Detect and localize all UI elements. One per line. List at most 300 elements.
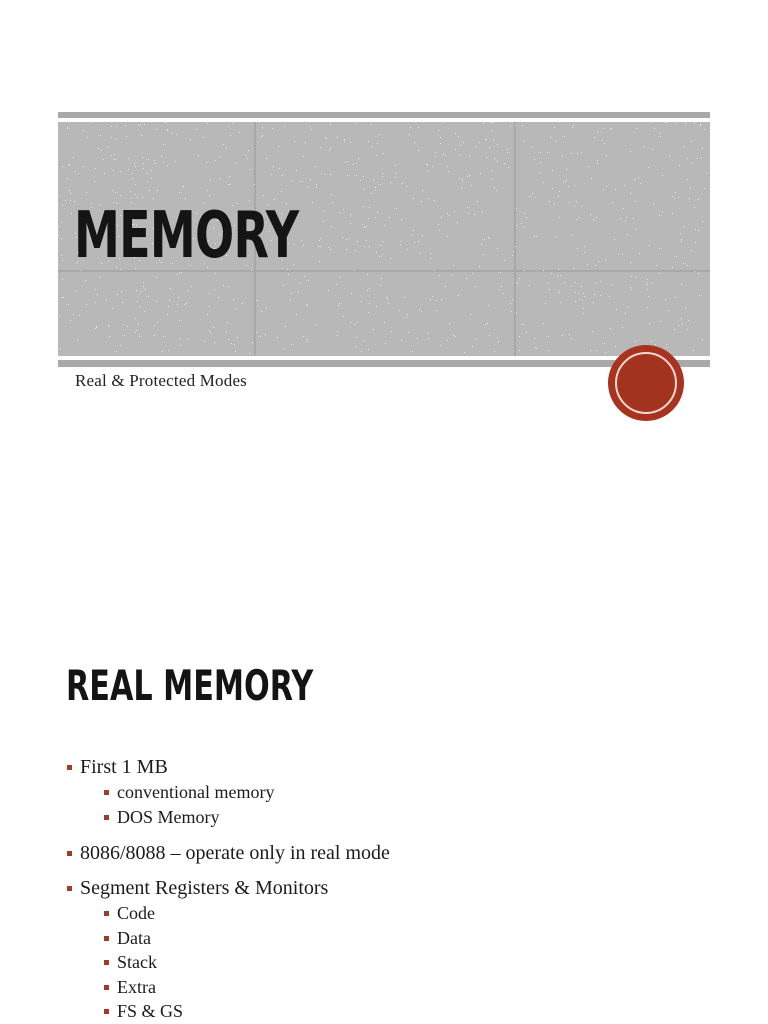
banner-speck	[635, 201, 636, 202]
banner-speck	[354, 324, 355, 325]
banner-speck	[554, 127, 555, 128]
banner-speck	[186, 303, 187, 304]
banner-speck	[176, 134, 177, 135]
banner-speck	[228, 126, 229, 127]
banner-speck	[59, 315, 60, 316]
sub-bullet-item	[80, 999, 707, 1024]
banner-speck	[640, 183, 641, 184]
banner-speck	[157, 277, 158, 278]
banner-speck	[113, 170, 114, 171]
banner-speck	[678, 197, 679, 198]
banner-speck	[604, 343, 605, 344]
banner-speck	[660, 136, 661, 137]
banner-speck	[67, 128, 68, 129]
banner-speck	[558, 290, 559, 291]
banner-speck	[634, 341, 635, 342]
banner-speck	[646, 282, 647, 283]
banner-speck	[458, 295, 459, 296]
banner-speck	[311, 129, 312, 130]
banner-speck	[104, 173, 105, 174]
banner-speck	[282, 285, 283, 286]
banner-speck	[361, 301, 362, 302]
banner-speck	[441, 217, 442, 218]
banner-speck	[373, 180, 374, 181]
banner-speck	[477, 201, 478, 202]
banner-speck	[146, 173, 147, 174]
banner-speck	[666, 122, 667, 123]
banner-speck	[196, 129, 197, 130]
banner-speck	[441, 299, 442, 300]
banner-speck	[636, 128, 637, 129]
banner-speck	[631, 289, 632, 290]
banner-speck	[256, 300, 257, 301]
banner-speck	[560, 275, 561, 276]
banner-speck	[95, 289, 96, 290]
banner-speck	[209, 306, 210, 307]
banner-speck	[460, 155, 461, 156]
banner-speck	[414, 142, 415, 143]
banner-speck	[191, 286, 192, 287]
banner-speck	[548, 336, 549, 337]
sub-bullet-item	[80, 950, 707, 975]
banner-speck	[422, 190, 423, 191]
banner-speck	[675, 297, 676, 298]
banner-speck	[626, 217, 627, 218]
banner-speck	[469, 175, 470, 176]
banner-speck	[623, 208, 624, 209]
banner-speck	[112, 308, 113, 309]
banner-speck	[569, 334, 570, 335]
square-bullet-icon	[104, 985, 109, 990]
banner-speck	[682, 324, 683, 325]
square-bullet-icon	[104, 936, 109, 941]
banner-speck	[702, 339, 703, 340]
banner-speck	[58, 235, 59, 236]
banner-speck	[228, 286, 229, 287]
banner-speck	[614, 239, 615, 240]
banner-speck	[379, 256, 380, 257]
banner-speck	[452, 275, 453, 276]
banner-speck	[356, 163, 357, 164]
banner-speck	[461, 187, 462, 188]
banner-speck	[76, 291, 77, 292]
banner-speck	[330, 124, 331, 125]
banner-speck	[162, 351, 163, 352]
banner-speck	[90, 122, 91, 123]
banner-speck	[366, 226, 367, 227]
banner-speck	[73, 314, 74, 315]
banner-speck	[497, 161, 498, 162]
banner-speck	[404, 297, 405, 298]
banner-speck	[554, 203, 555, 204]
banner-speck	[479, 266, 480, 267]
banner-speck	[622, 254, 623, 255]
banner-speck	[261, 136, 262, 137]
banner-speck	[501, 286, 502, 287]
banner-speck	[122, 302, 123, 303]
banner-speck	[164, 122, 165, 123]
banner-speck	[135, 318, 136, 319]
banner-speck	[207, 190, 208, 191]
banner-speck	[578, 293, 579, 294]
banner-speck	[690, 141, 691, 142]
banner-speck	[115, 192, 116, 193]
sub-bullet-list	[80, 901, 707, 1024]
banner-speck	[525, 213, 526, 214]
banner-speck	[184, 304, 185, 305]
banner-speck	[147, 181, 148, 182]
banner-speck	[381, 285, 382, 286]
banner-speck	[135, 332, 136, 333]
square-bullet-icon	[104, 960, 109, 965]
banner-speck	[326, 138, 327, 139]
banner-speck	[565, 282, 566, 283]
banner-speck	[647, 284, 648, 285]
banner-speck	[435, 152, 436, 153]
banner-speck	[116, 351, 117, 352]
banner-speck	[79, 315, 80, 316]
banner-speck	[69, 165, 70, 166]
banner-speck	[410, 127, 411, 128]
banner-speck	[96, 327, 97, 328]
banner-speck	[141, 135, 142, 136]
banner-speck	[464, 352, 465, 353]
banner-speck	[540, 152, 541, 153]
banner-speck	[524, 270, 525, 271]
banner-speck	[672, 267, 673, 268]
banner-speck	[476, 339, 477, 340]
sub-bullet-item	[80, 780, 707, 805]
sub-bullet-text: conventional memory	[117, 782, 275, 802]
banner-speck	[205, 341, 206, 342]
banner-speck	[459, 178, 460, 179]
banner-speck	[376, 306, 377, 307]
banner-speck	[111, 126, 112, 127]
banner-speck	[229, 176, 230, 177]
banner-speck	[552, 188, 553, 189]
banner-speck	[440, 345, 441, 346]
banner-speck	[475, 146, 476, 147]
banner-speck	[75, 171, 76, 172]
banner-speck	[230, 135, 231, 136]
banner-speck	[704, 129, 705, 130]
banner-speck	[685, 123, 686, 124]
banner-speck	[299, 181, 300, 182]
banner-speck	[650, 341, 651, 342]
banner-speck	[235, 351, 236, 352]
banner-speck	[180, 338, 181, 339]
banner-speck	[381, 278, 382, 279]
sub-bullet-text: Data	[117, 927, 151, 948]
banner-speck	[515, 246, 516, 247]
banner-speck	[303, 245, 304, 246]
sub-bullet-item	[80, 926, 707, 951]
banner-speck	[687, 265, 688, 266]
banner-speck	[61, 222, 62, 223]
banner-speck	[695, 229, 696, 230]
banner-speck	[124, 335, 125, 336]
banner-speck	[228, 339, 229, 340]
banner-speck	[387, 298, 388, 299]
banner-speck	[368, 312, 369, 313]
banner-speck	[532, 193, 533, 194]
square-bullet-icon	[104, 815, 109, 820]
banner-speck	[128, 158, 129, 159]
banner-speck	[303, 156, 304, 157]
banner-speck	[375, 217, 376, 218]
banner-speck	[308, 187, 309, 188]
banner-speck	[167, 129, 168, 130]
banner-speck	[467, 176, 468, 177]
banner-speck	[383, 153, 384, 154]
banner-speck	[565, 181, 566, 182]
banner-speck	[312, 202, 313, 203]
banner-speck	[491, 130, 492, 131]
banner-speck	[145, 289, 146, 290]
banner-speck	[306, 341, 307, 342]
banner-speck	[325, 137, 326, 138]
banner-speck	[336, 284, 337, 285]
banner-speck	[588, 166, 589, 167]
banner-speck	[396, 208, 397, 209]
banner-speck	[292, 180, 293, 181]
banner-speck	[678, 325, 679, 326]
banner-speck	[449, 323, 450, 324]
red-circle-emblem	[607, 344, 685, 422]
banner-speck	[581, 286, 582, 287]
banner-speck	[497, 337, 498, 338]
banner-speck	[439, 230, 440, 231]
banner-speck	[97, 294, 98, 295]
banner-speck	[369, 207, 370, 208]
banner-speck	[564, 136, 565, 137]
banner-speck	[350, 223, 351, 224]
banner-speck	[419, 309, 420, 310]
banner-speck	[163, 144, 164, 145]
banner-speck	[414, 242, 415, 243]
banner-speck	[489, 238, 490, 239]
banner-speck	[702, 221, 703, 222]
banner-speck	[665, 299, 666, 300]
banner-speck	[232, 122, 233, 123]
banner-speck	[648, 167, 649, 168]
banner-speck	[135, 166, 136, 167]
banner-speck	[602, 140, 603, 141]
banner-speck	[693, 350, 694, 351]
square-bullet-icon	[67, 851, 72, 856]
banner-speck	[134, 163, 135, 164]
banner-speck	[522, 125, 523, 126]
banner-speck	[63, 297, 64, 298]
banner-speck	[704, 188, 705, 189]
banner-speck	[315, 166, 316, 167]
banner-speck	[379, 134, 380, 135]
banner-speck	[428, 333, 429, 334]
banner-speck	[618, 254, 619, 255]
banner-speck	[681, 318, 682, 319]
banner-speck	[512, 299, 513, 300]
banner-speck	[573, 268, 574, 269]
banner-speck	[631, 276, 632, 277]
banner-speck	[87, 137, 88, 138]
sub-bullet-text: Extra	[117, 976, 156, 997]
banner-speck	[428, 171, 429, 172]
banner-speck	[402, 183, 403, 184]
banner-speck	[698, 199, 699, 200]
banner-speck	[347, 175, 348, 176]
bullet-list	[67, 756, 707, 1024]
banner-speck	[142, 157, 143, 158]
banner-speck	[639, 253, 640, 254]
banner-speck	[593, 302, 594, 303]
banner-speck	[523, 141, 524, 142]
banner-speck	[548, 283, 549, 284]
banner-speck	[654, 128, 655, 129]
banner-speck	[516, 208, 517, 209]
banner-speck	[248, 150, 249, 151]
banner-speck	[559, 191, 560, 192]
banner-speck	[149, 190, 150, 191]
banner-speck	[573, 125, 574, 126]
banner-speck	[324, 211, 325, 212]
banner-speck	[306, 304, 307, 305]
banner-speck	[282, 175, 283, 176]
banner-speck	[408, 332, 409, 333]
banner-speck	[70, 193, 71, 194]
banner-speck	[364, 227, 365, 228]
banner-speck	[653, 203, 654, 204]
banner-speck	[512, 255, 513, 256]
banner-speck	[137, 301, 138, 302]
banner-speck	[350, 322, 351, 323]
banner-speck	[460, 145, 461, 146]
banner-speck	[321, 173, 322, 174]
banner-speck	[62, 166, 63, 167]
banner-speck	[600, 281, 601, 282]
banner-speck	[523, 227, 524, 228]
banner-speck	[139, 334, 140, 335]
banner-speck	[330, 249, 331, 250]
banner-speck	[494, 158, 495, 159]
banner-speck	[688, 320, 689, 321]
banner-speck	[438, 130, 439, 131]
banner-speck	[430, 253, 431, 254]
bullet-item	[67, 756, 707, 829]
banner-speck	[534, 338, 535, 339]
banner-speck	[151, 170, 152, 171]
banner-speck	[660, 321, 661, 322]
banner-speck	[605, 260, 606, 261]
banner-speck	[154, 325, 155, 326]
banner-speck	[634, 132, 635, 133]
banner-speck	[687, 179, 688, 180]
banner-speck	[368, 218, 369, 219]
banner-speck	[435, 156, 436, 157]
banner-speck	[207, 314, 208, 315]
banner-speck	[508, 167, 509, 168]
banner-speck	[307, 339, 308, 340]
banner-speck	[587, 264, 588, 265]
banner-speck	[493, 139, 494, 140]
banner-speck	[60, 348, 61, 349]
banner-speck	[675, 192, 676, 193]
banner-speck	[611, 128, 612, 129]
banner-speck	[384, 322, 385, 323]
banner-speck	[170, 288, 171, 289]
banner-speck	[337, 335, 338, 336]
square-bullet-icon	[104, 1009, 109, 1014]
banner-speck	[648, 296, 649, 297]
banner-speck	[395, 177, 396, 178]
banner-speck	[77, 339, 78, 340]
banner-speck	[489, 335, 490, 336]
banner-speck	[148, 296, 149, 297]
banner-speck	[630, 193, 631, 194]
banner-speck	[143, 168, 144, 169]
banner-speck	[330, 194, 331, 195]
banner-speck	[566, 169, 567, 170]
banner-speck	[144, 311, 145, 312]
banner-speck	[513, 251, 514, 252]
banner-speck	[108, 326, 109, 327]
banner-speck	[125, 125, 126, 126]
banner-speck	[235, 308, 236, 309]
banner-speck	[496, 190, 497, 191]
banner-speck	[377, 143, 378, 144]
banner-speck	[687, 158, 688, 159]
banner-speck	[82, 130, 83, 131]
banner-speck	[214, 289, 215, 290]
banner-speck	[262, 127, 263, 128]
banner-speck	[616, 309, 617, 310]
banner-speck	[647, 279, 648, 280]
banner-speck	[399, 310, 400, 311]
banner-speck	[596, 217, 597, 218]
banner-speck	[407, 249, 408, 250]
banner-speck	[523, 324, 524, 325]
banner-speck	[571, 153, 572, 154]
banner-speck	[109, 325, 110, 326]
square-bullet-icon	[67, 765, 72, 770]
banner-speck	[517, 283, 518, 284]
banner-speck	[226, 332, 227, 333]
square-bullet-icon	[67, 886, 72, 891]
banner-speck	[556, 236, 557, 237]
banner-speck	[474, 214, 475, 215]
banner-speck	[698, 273, 699, 274]
banner-speck	[601, 132, 602, 133]
banner-speck	[144, 124, 145, 125]
banner-speck	[430, 299, 431, 300]
banner-speck	[380, 184, 381, 185]
banner-speck	[483, 254, 484, 255]
banner-speck	[368, 349, 369, 350]
banner-speck	[615, 189, 616, 190]
banner-speck	[462, 181, 463, 182]
banner-speck	[691, 163, 692, 164]
banner-speck	[662, 175, 663, 176]
banner-speck	[541, 162, 542, 163]
banner-speck	[315, 324, 316, 325]
banner-speck	[218, 297, 219, 298]
banner-speck	[62, 205, 63, 206]
banner-speck	[163, 162, 164, 163]
banner-speck	[643, 146, 644, 147]
banner-speck	[484, 239, 485, 240]
banner-speck	[382, 241, 383, 242]
banner-speck	[290, 293, 291, 294]
banner-speck	[516, 314, 517, 315]
